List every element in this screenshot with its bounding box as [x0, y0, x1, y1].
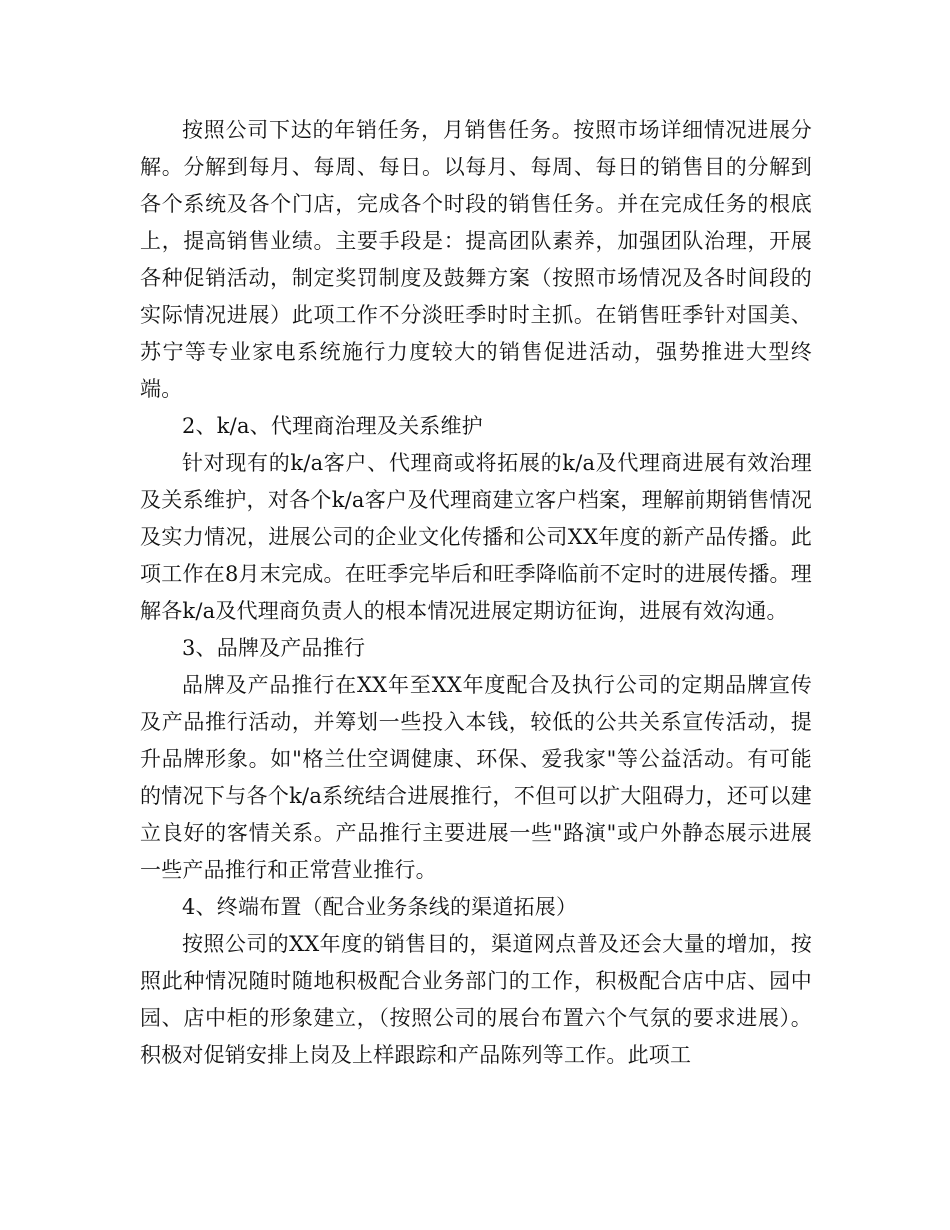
- paragraph-sales-tasks: 按照公司下达的年销任务，月销售任务。按照市场详细情况进展分解。分解到每月、每周、每日。以每月、每周、每日的销售目的分解到各个系统及各个门店，完成各个时段的销售任务。并在完成任务的根底上，提高销售业绩。主要手段是：提高团队素养，加强团队治理，开展各种促销活动，制定奖罚制度及鼓舞方案（按照市场情况及各时间段的实际情况进展）此项工作不分淡旺季时时主抓。在销售旺季针对国美、苏宁等专业家电系统施行力度较大的销售促进活动，强势推进大型终端。: [140, 118, 812, 401]
- paragraph-terminal-layout: 按照公司的XX年度的销售目的，渠道网点普及还会大量的增加，按照此种情况随时随地积极配合业务部门的工作，积极配合店中店、园中园、店中柜的形象建立，（按照公司的展台布置六个气氛的要求进展）。积极对促销安排上岗及上样跟踪和产品陈列等工作。此项工: [140, 932, 812, 1067]
- paragraph-brand-promotion: 品牌及产品推行在XX年至XX年度配合及执行公司的定期品牌宣传及产品推行活动，并筹划一些投入本钱，较低的公共关系宣传活动，提升品牌形象。如"格兰仕空调健康、环保、爱我家"等公益活动。有可能的情况下与各个k/a系统结合进展推行，不但可以扩大阻碍力，还可以建立良好的客情关系。产品推行主要进展一些"路演"或户外静态展示进展一些产品推行和正常营业推行。: [140, 673, 812, 882]
- section-heading-terminal-layout: 4、终端布置（配合业务条线的渠道拓展）: [182, 895, 578, 919]
- paragraph-ka-agents: 针对现有的k/a客户、代理商或将拓展的k/a及代理商进展有效治理及关系维护，对各个k/a客户及代理商建立客户档案，理解前期销售情况及实力情况，进展公司的企业文化传播和公司XX年度的新产品传播。此项工作在8月末完成。在旺季完毕后和旺季降临前不定时的进展传播。理解各k/a及代理商负责人的根本情况进展定期访征询，进展有效沟通。: [140, 451, 812, 623]
- document-body: [140, 112, 812, 1074]
- section-heading-brand-promotion: 3、品牌及产品推行: [182, 636, 366, 660]
- section-heading-ka-agents: 2、k/a、代理商治理及关系维护: [182, 414, 483, 438]
